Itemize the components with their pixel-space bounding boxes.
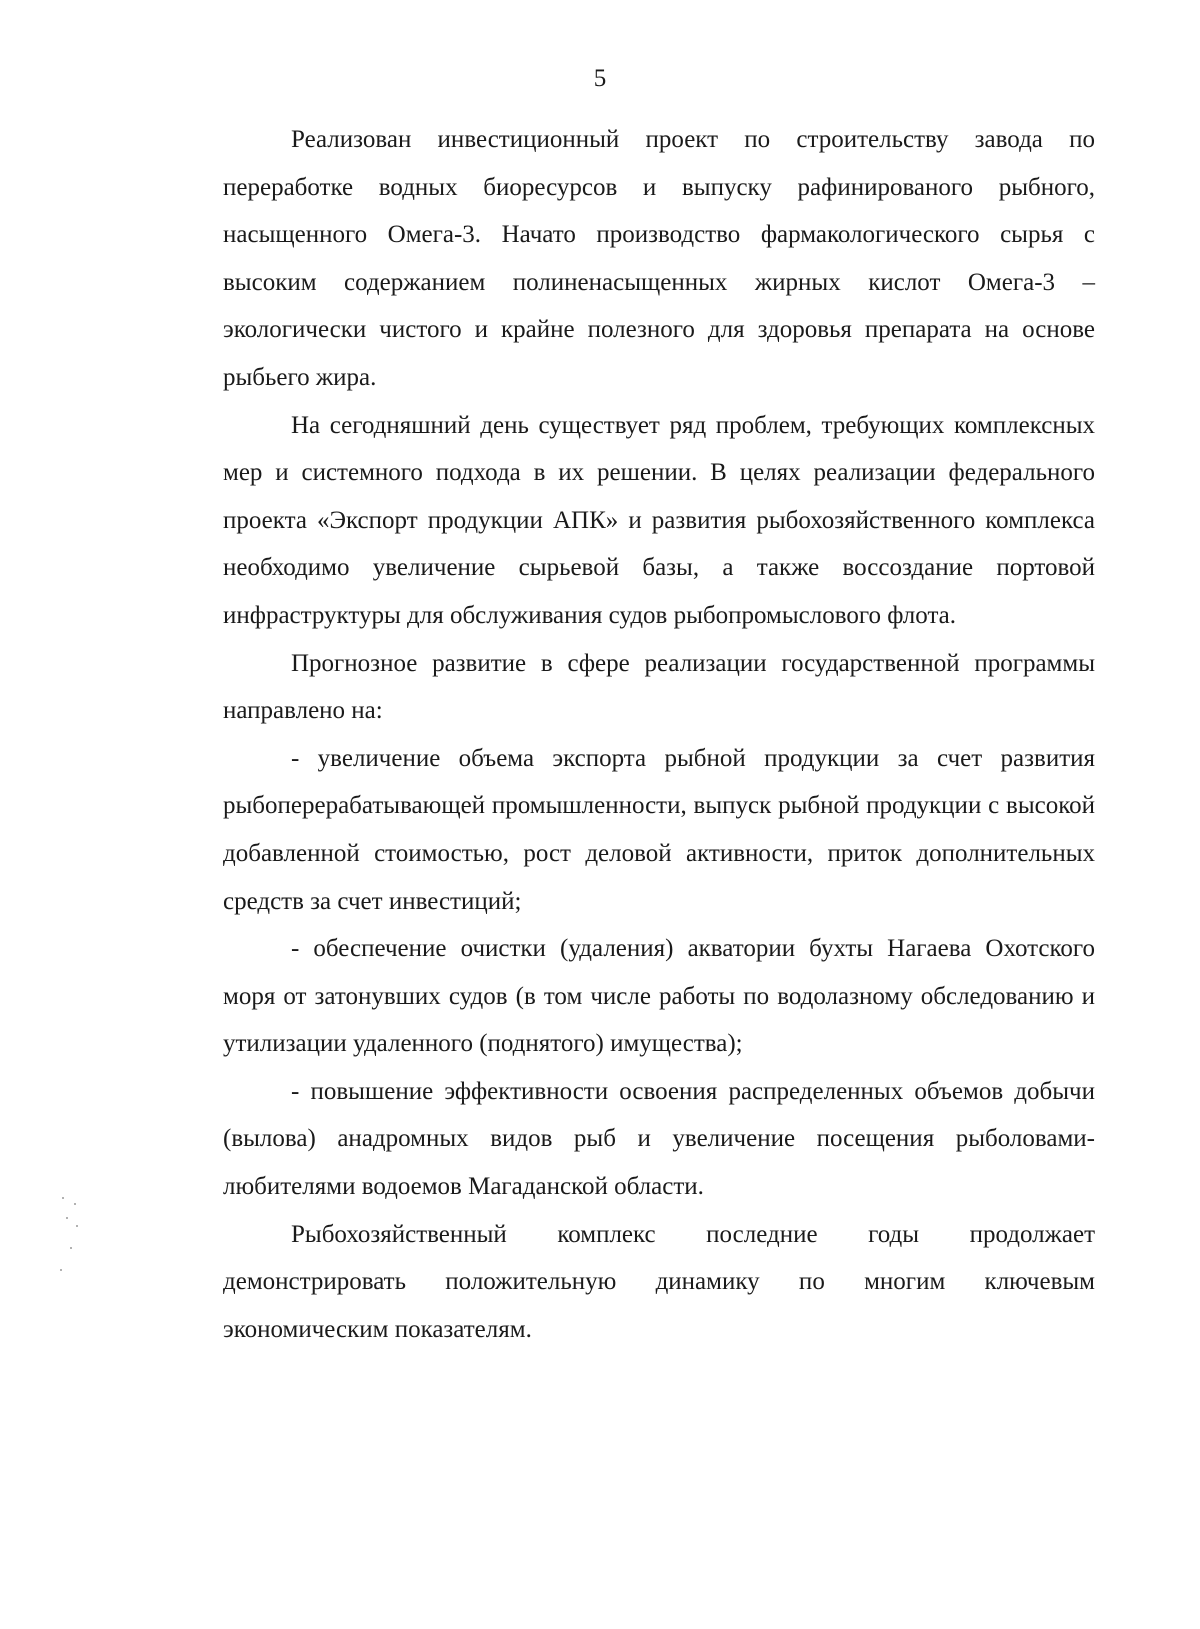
- list-item-export-growth: - увеличение объема экспорта рыбной продукции за счет развития рыбоперерабатывающей промышленности, выпуск рыбной продукции с высокой добавленной стоимостью, рост деловой активности, приток дополнительных средств за счет инвестиций;: [223, 744, 1095, 915]
- list-item-anadromous-fish: - повышение эффективности освоения распределенных объемов добычи (вылова) анадромных видов рыб и увеличение посещения рыболовами-любителями водоемов Магаданской области.: [223, 1077, 1095, 1201]
- document-body: [223, 116, 1095, 1353]
- list-item-bay-cleanup: - обеспечение очистки (удаления) акватории бухты Нагаева Охотского моря от затонувших судов (в том числе работы по водолазному обследованию и утилизации удаленного (поднятого) имущества);: [223, 935, 1095, 1058]
- paragraph-current-problems: На сегодняшний день существует ряд проблем, требующих комплексных мер и системного подхода в их решении. В целях реализации федерального проекта «Экспорт продукции АПК» и развития рыбохозяйственного комплекса необходимо увеличение сырьевой базы, а также воссоздание портовой инфраструктуры для обслуживания судов рыбопромыслового флота.: [223, 411, 1095, 629]
- paragraph-forecast-intro: Прогнозное развитие в сфере реализации государственной программы направлено на:: [223, 649, 1095, 725]
- scan-dot: [66, 1217, 68, 1219]
- paragraph-investment-project: Реализован инвестиционный проект по строительству завода по переработке водных биоресурсов и выпуску рафинированого рыбного, насыщенного Омега-3. Начато производство фармакологического сырья с высоким содержанием полиненасыщенных жирных кислот Омега-3 – экологически чистого и крайне полезного для здоровья препарата на основе рыбьего жира.: [223, 126, 1095, 391]
- scan-dot: [70, 1247, 72, 1249]
- page-number: 5: [593, 65, 607, 92]
- scan-artifact: [56, 1195, 96, 1295]
- scan-dot: [76, 1225, 78, 1227]
- scan-dot: [60, 1269, 62, 1271]
- scan-dot: [74, 1203, 76, 1205]
- scan-dot: [62, 1197, 64, 1199]
- paragraph-fishery-dynamics: Рыбохозяйственный комплекс последние годы продолжает демонстрировать положительную динамику по многим ключевым экономическим показателям.: [223, 1220, 1095, 1343]
